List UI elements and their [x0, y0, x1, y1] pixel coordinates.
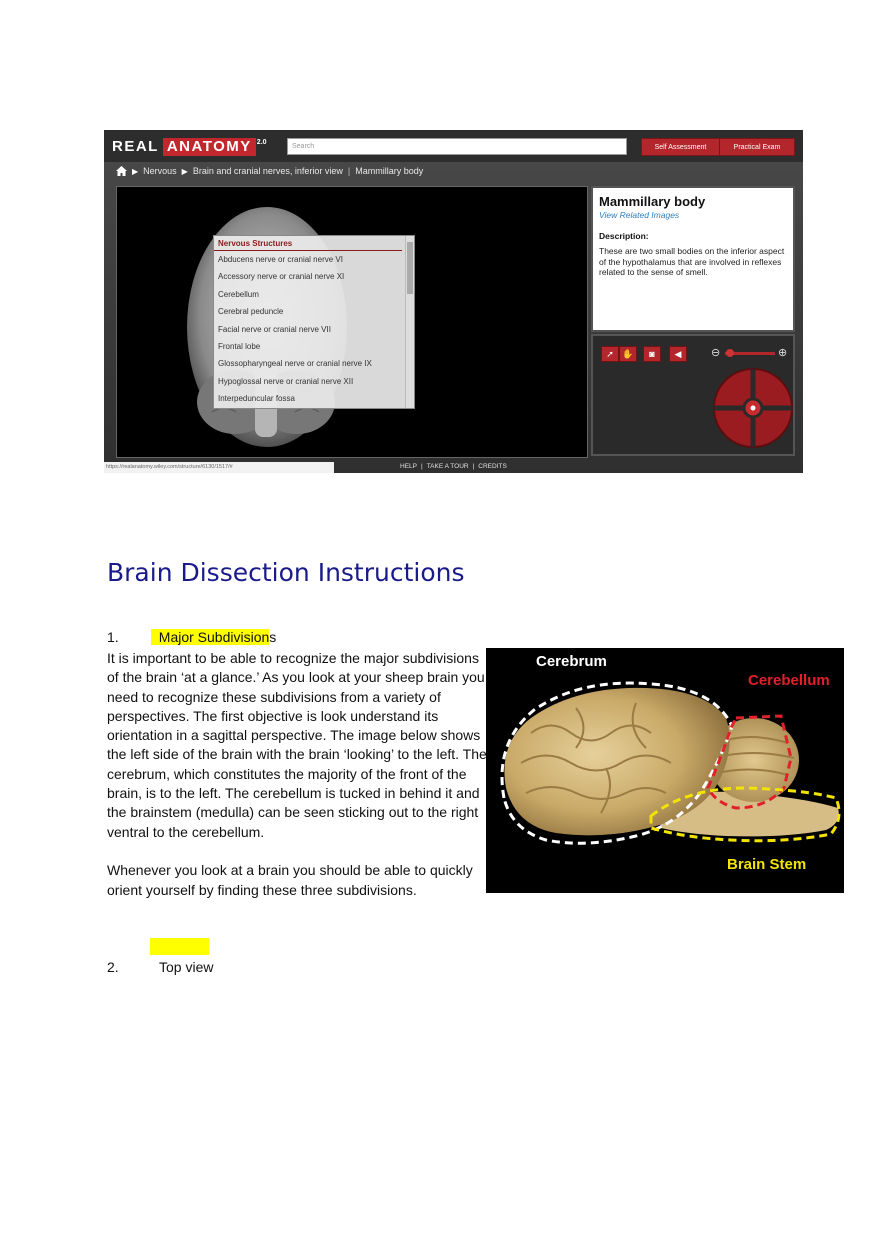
- rotation-wheel-control[interactable]: [713, 366, 793, 450]
- cerebrum-label: Cerebrum: [536, 653, 607, 670]
- cerebellum-label: Cerebellum: [748, 672, 830, 689]
- breadcrumb-item[interactable]: Nervous: [143, 166, 177, 176]
- highlighted-heading: Major Subdivision: [151, 629, 270, 645]
- zoom-in-icon[interactable]: ⊕: [778, 347, 788, 359]
- chevron-right-icon: ▶: [181, 166, 188, 176]
- structure-dropdown[interactable]: [213, 235, 415, 409]
- camera-icon: ◙: [649, 349, 655, 359]
- app-logo: REAL ANATOMY 2.0: [112, 138, 267, 155]
- dropdown-item[interactable]: Cerebral peduncle: [218, 307, 284, 317]
- chevron-right-icon: ▶: [132, 166, 139, 176]
- audio-button[interactable]: [669, 346, 687, 362]
- dropdown-item[interactable]: Interpeduncular fossa: [218, 394, 295, 404]
- sheep-brain-figure: [486, 648, 844, 893]
- dropdown-header: Nervous Structures: [214, 236, 402, 251]
- brainstem-label: Brain Stem: [727, 856, 807, 873]
- status-url: https://realanatomy.wiley.com/structure/6130/1517/#: [104, 462, 334, 473]
- list-number: 2.: [107, 959, 119, 975]
- dropdown-item[interactable]: Hypoglossal nerve or cranial nerve XII: [218, 376, 354, 386]
- list-item-1: [107, 629, 276, 645]
- dropdown-scrollbar[interactable]: [405, 236, 414, 408]
- pan-tool-button[interactable]: [619, 346, 637, 362]
- paragraph: It is important to be able to recognize the major subdivisions of the brain ‘at a glance.’ As you look at your sheep brain you need to recognize these subdivisions from a variety of perspectives. The first objective is look understand its orientation in a sagittal perspective. The image below shows the left side of the brain with the brain ‘looking’ to the left. The cerebrum, which constitutes the majority of the front of the brain, is to the left. The cerebellum is tucked in behind it and the brainstem (medulla) can be seen sticking out to the right ventral to the cerebellum.: [107, 650, 487, 840]
- info-panel: [591, 186, 795, 332]
- home-icon[interactable]: [116, 166, 127, 176]
- breadcrumb: [116, 164, 423, 178]
- real-anatomy-screenshot: [104, 130, 803, 473]
- footer-links: HELP | TAKE A TOUR | CREDITS: [400, 463, 507, 470]
- cursor-icon: ➚: [606, 349, 614, 359]
- scrollbar-thumb[interactable]: [407, 242, 413, 294]
- credits-link[interactable]: CREDITS: [478, 463, 507, 470]
- highlight-mark: [150, 938, 209, 955]
- dropdown-item[interactable]: Glossopharyngeal nerve or cranial nerve IX: [218, 359, 372, 369]
- dropdown-item[interactable]: Frontal lobe: [218, 341, 261, 351]
- breadcrumb-divider: |: [347, 166, 351, 176]
- description-text: These are two small bodies on the inferior aspect of the hypothalamus that are involved in reflexes related to the sense of smell.: [599, 246, 785, 277]
- body-text: [107, 649, 487, 900]
- paragraph: Whenever you look at a brain you should be able to quickly orient yourself by finding these three subdivisions.: [107, 862, 473, 898]
- structure-title: Mammillary body: [599, 194, 706, 209]
- related-images-link[interactable]: View Related Images: [599, 210, 680, 220]
- pointer-tool-button[interactable]: [601, 346, 619, 362]
- heading-suffix: s: [269, 629, 277, 645]
- breadcrumb-item: Mammillary body: [355, 166, 424, 176]
- list-number: 1.: [107, 629, 119, 645]
- hand-icon: ✋: [622, 349, 634, 359]
- help-link[interactable]: HELP: [400, 463, 417, 470]
- zoom-slider-handle[interactable]: [726, 349, 734, 357]
- zoom-out-icon[interactable]: ⊖: [711, 347, 721, 359]
- self-assessment-button[interactable]: Self Assessment: [641, 138, 719, 156]
- dropdown-item[interactable]: Facial nerve or cranial nerve VII: [218, 324, 331, 334]
- list-item-2: [107, 959, 213, 975]
- breadcrumb-item[interactable]: Brain and cranial nerves, inferior view: [192, 166, 343, 176]
- take-a-tour-link[interactable]: TAKE A TOUR: [426, 463, 469, 470]
- control-panel: [591, 334, 795, 456]
- dropdown-item[interactable]: Cerebellum: [218, 289, 259, 299]
- description-label: Description:: [599, 231, 649, 241]
- practical-exam-button[interactable]: Practical Exam: [719, 138, 795, 156]
- speaker-icon: ◀: [674, 349, 682, 359]
- list-heading: Top view: [159, 959, 214, 975]
- search-input[interactable]: Search: [287, 138, 627, 155]
- document-title: Brain Dissection Instructions: [107, 558, 465, 587]
- camera-button[interactable]: [643, 346, 661, 362]
- dropdown-item[interactable]: Abducens nerve or cranial nerve VI: [218, 255, 343, 264]
- dropdown-item[interactable]: Accessory nerve or cranial nerve XI: [218, 272, 345, 282]
- image-viewer[interactable]: [116, 186, 588, 458]
